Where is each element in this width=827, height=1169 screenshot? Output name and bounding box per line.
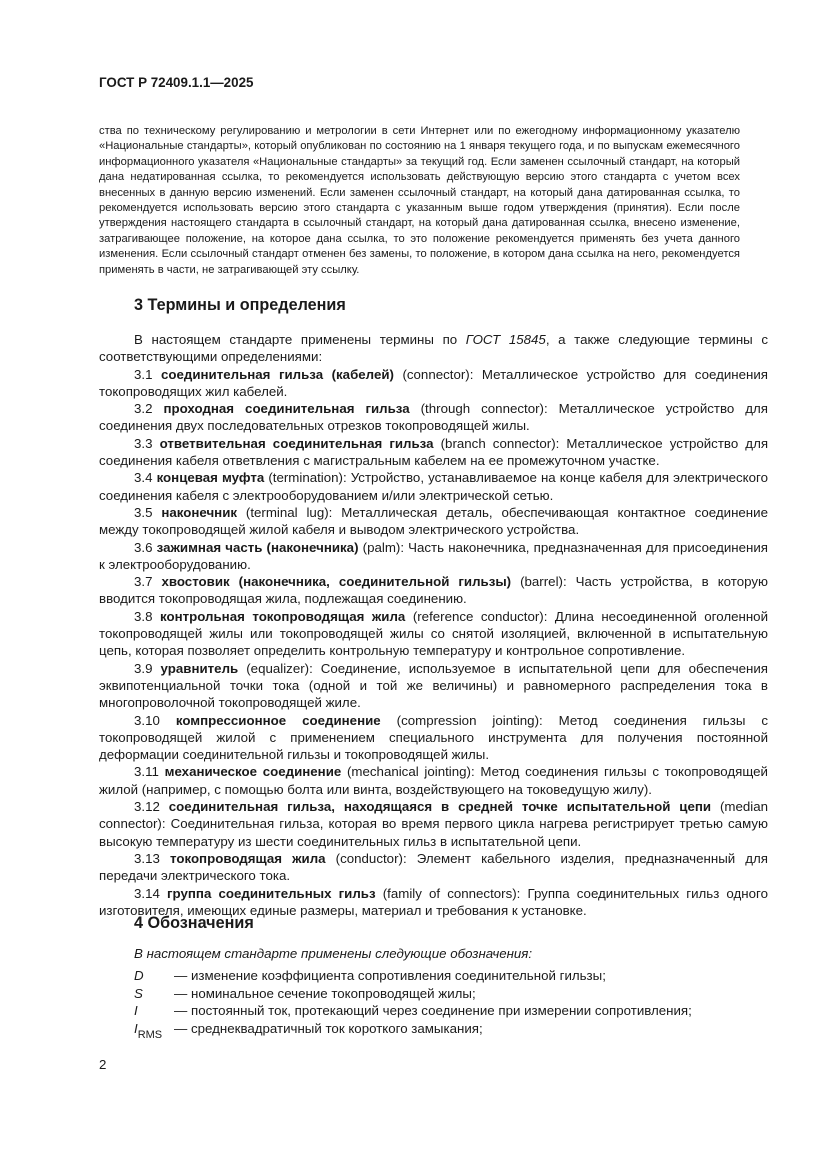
term-item: 3.14 группа соединительных гильз (family of connectors): Группа соединительных гильз одного изготовителя, имеющих единые размеры, материал и требования к установке. xyxy=(99,885,768,918)
symbol-row xyxy=(134,1020,768,1041)
term-item: 3.13 токопроводящая жила (conductor): Элемент кабельного изделия, предназначенный для передачи электрического тока. xyxy=(99,850,768,884)
term-item: 3.10 компрессионное соединение (compression jointing): Метод соединения гильзы с токопроводящей жилой с применением специального инструмента для получения постоянной деформации соединительной гильзы и токопроводящей жилы. xyxy=(99,712,768,763)
symbol-description: — среднеквадратичный ток короткого замыкания; xyxy=(174,1020,483,1036)
section-3-heading: 3 Термины и определения xyxy=(134,296,346,314)
terms-intro: В настоящем стандарте применены термины по ГОСТ 15845, а также следующие термины с соответствующими определениями: xyxy=(99,332,768,365)
symbol-code: $I_{RMS}$ xyxy=(134,1020,163,1041)
term-item: 3.9 уравнитель (equalizer): Соединение, используемое в испытательной цепи для обеспечения эквипотенциальной точки тока (одной и той же величины) и равномерного распределения тока в многопроволочной токопроводящей жиле. xyxy=(99,660,768,711)
symbols-list xyxy=(134,967,768,1041)
terms-list xyxy=(99,331,768,919)
document-header: ГОСТ Р 72409.1.1—2025 xyxy=(99,75,254,90)
symbol-code: S xyxy=(134,985,143,1001)
term-item: 3.5 наконечник (terminal lug): Металлическая деталь, обеспечивающая контактное соединение между токопроводящей жилой кабеля и выводом электрического устройства. xyxy=(99,504,768,538)
page-number: 2 xyxy=(99,1057,107,1072)
standard-reference: ГОСТ 15845 xyxy=(465,332,546,347)
term-item: 3.12 соединительная гильза, находящаяся в средней точке испытательной цепи (median connector): Соединительная гильза, которая во время первого цикла нагрева регистрирует третью самую высокую температуру из шести соединительных гильз в испытательной цепи. xyxy=(99,799,769,849)
symbol-code: D xyxy=(134,968,144,983)
symbol-row xyxy=(134,1002,768,1020)
term-item: 3.11 механическое соединение (mechanical jointing): Метод соединения гильзы с токопроводящей жилой (например, с помощью болта или винта, воздействующего на токоведущую жилу). xyxy=(99,764,768,797)
symbol-row xyxy=(134,967,768,985)
term-item: 3.3 ответвительная соединительная гильза (branch connector): Металлическое устройство для соединения кабеля ответвления с магистральным кабелем на ее промежуточном участке. xyxy=(99,435,769,469)
symbol-description: — номинальное сечение токопроводящей жилы; xyxy=(174,985,476,1001)
term-item: 3.6 зажимная часть (наконечника) (palm): Часть наконечника, предназначенная для присоединения к электрооборудованию. xyxy=(99,539,768,572)
symbol-row xyxy=(134,985,768,1003)
intro-paragraph: ства по техническому регулированию и метрологии в сети Интернет или по ежегодному информационному указателю «Национальные стандарты», который опубликован по состоянию на 1 января текущего года, и по выпускам ежемесячного информационного указателя «Национальные стандарты» за текущий год. Если заменен ссылочный стандарт, на который дана недатированная ссылка, то рекомендуется использовать действующую версию этого стандарта с учетом всех внесенных в данную версию изменений. Если заменен ссылочный стандарт, на который дана датированная ссылка, то рекомендуется использовать версию этого стандарта с указанным выше годом утверждения (принятия). Если после утверждения настоящего стандарта в ссылочный стандарт, на который дана датированная ссылка, внесено изменение, затрагивающее положение, на которое дана ссылка, то это положение рекомендуется применять без учета данного изменения. Если ссылочный стандарт отменен без замены, то положение, в котором дана ссылка на него, рекомендуется применять в части, не затрагивающей эту ссылку. xyxy=(99,125,740,276)
symbol-code: I xyxy=(134,1003,138,1018)
symbols-intro: В настоящем стандарте применены следующие обозначения: xyxy=(134,946,533,961)
section-4-heading: 4 Обозначения xyxy=(134,914,254,932)
term-item: 3.7 хвостовик (наконечника, соединительной гильзы) (barrel): Часть устройства, в которую вводится токопроводящая жила, подлежащая соединению. xyxy=(99,574,768,607)
term-item: 3.8 контрольная токопроводящая жила (reference conductor): Длина несоединенной оголенной токопроводящей жилы или токопроводящей жилы со снятой изоляцией, включенной в испытательную цепь, которая позволяет определить контрольную температуру и контрольное сопротивление. xyxy=(99,608,769,659)
symbol-description: — изменение коэффициента сопротивления соединительной гильзы; xyxy=(174,968,606,983)
term-item: 3.1 соединительная гильза (кабелей) (connector): Металлическое устройство для соединения токопроводящих жил кабелей. xyxy=(99,366,768,399)
term-item: 3.4 концевая муфта (termination): Устройство, устанавливаемое на конце кабеля для электрического соединения кабеля с электрооборудованием и/или электрической сетью. xyxy=(99,470,768,503)
symbol-description: — постоянный ток, протекающий через соединение при измерении сопротивления; xyxy=(174,1003,692,1018)
term-item: 3.2 проходная соединительная гильза (through connector): Металлическое устройство для соединения двух последовательных отрезков токопроводящей жилы. xyxy=(99,401,768,434)
